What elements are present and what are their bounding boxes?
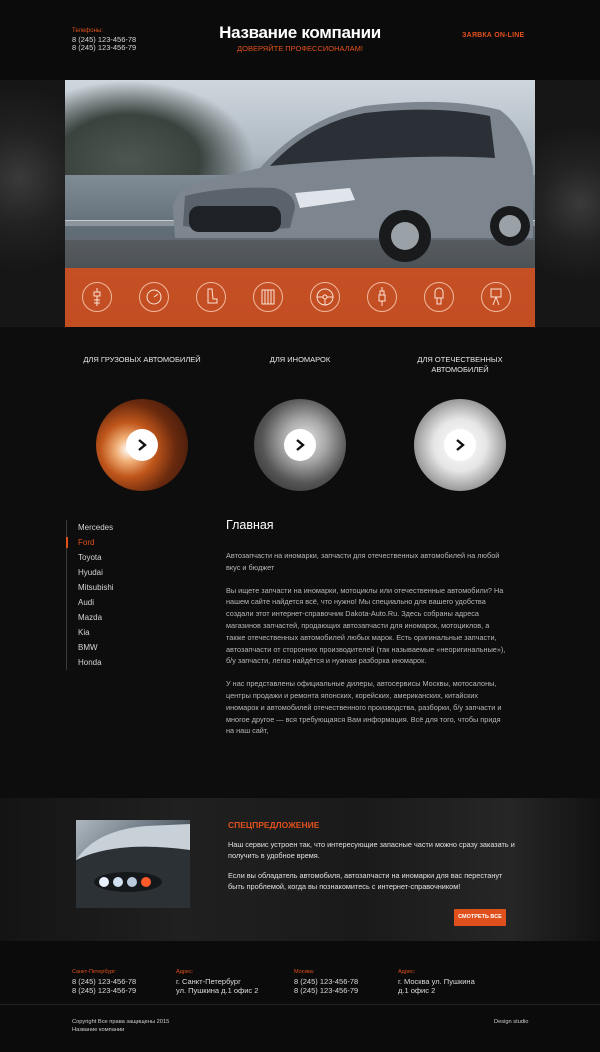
hero-side-decor-left	[0, 80, 65, 327]
footer-address-label: Адрес:	[176, 969, 194, 975]
headlight-illustration	[76, 820, 190, 908]
copyright	[72, 1019, 169, 1034]
brand-item-toyota[interactable]: Toyota	[78, 553, 102, 562]
chevron-right-icon[interactable]	[284, 429, 316, 461]
bulb-icon[interactable]	[424, 282, 454, 312]
category-title: ДЛЯ ИНОМАРОК	[269, 355, 331, 364]
brand-item-kia[interactable]: Kia	[78, 628, 90, 637]
hero-side-decor-right	[535, 80, 600, 327]
offer-text-1: Наш сервис устроен так, что интересующие запасные части можно сразу заказать и получить в удобное время.	[228, 840, 515, 860]
shock-absorber-icon[interactable]	[82, 282, 112, 312]
content-paragraph-2: Вы ищете запчасти на иномарки, мотоциклы или отечественные автомобили? На нашем сайте найдется всё, что нужно! Мы специально для вашего удобства создали этот интернет-справочник Dakota-Auto.Ru. Здесь собраны адреса магазинов запчастей, продающих автозапчасти для иномарок, мотоциклов, а также отечественных автомобилей любых марок. Есть оригинальные запчасти, автозапчасти от сторонних производителей (так называемые «неоригинальные»), б/у запчасти, легко найдётся и нужная разборка иномарок.	[226, 585, 506, 666]
footer-msk-address	[398, 968, 475, 995]
main-content	[226, 518, 506, 748]
footer-msk-label: Москва:	[294, 969, 315, 975]
site-header	[0, 0, 600, 80]
brand-item-mitsubishi[interactable]: Mitsubishi	[78, 583, 114, 592]
brand-item-mercedes[interactable]: Mercedes	[78, 523, 114, 532]
gauge-icon[interactable]	[139, 282, 169, 312]
online-request-link[interactable]: ЗАЯВКА ON-LINE	[462, 32, 525, 39]
offer-text	[228, 840, 518, 902]
content-paragraph-1: Автозапчасти на иномарки, запчасти для отечественных автомобилей на любой вкус и бюджет	[226, 551, 500, 572]
brand-item-bmw[interactable]: BMW	[78, 643, 98, 652]
footer-msk-phone-2[interactable]: 8 (245) 123-456-79	[294, 985, 359, 995]
seat-icon[interactable]	[196, 282, 226, 312]
offer-image-headlight	[76, 820, 190, 908]
footer-address-line: ул. Пушкина д.1 офис 2	[176, 985, 259, 995]
spark-plug-icon[interactable]	[367, 282, 397, 312]
footer-msk-phone-1[interactable]: 8 (245) 123-456-78	[294, 977, 359, 987]
category-image-suv	[254, 399, 346, 491]
category-foreign-cars[interactable]	[240, 355, 360, 491]
brand-item-hyundai[interactable]: Hyudai	[78, 568, 103, 577]
brand-item-mazda[interactable]: Mazda	[78, 613, 103, 622]
footer-divider	[0, 1004, 600, 1005]
footer-spb-label: Санкт-Петербург:	[72, 969, 117, 975]
brand-item-ford[interactable]: Ford	[67, 535, 114, 550]
footer-address-label: Адрес:	[398, 969, 416, 975]
category-trucks[interactable]	[82, 355, 202, 491]
phone-label: Телефоны:	[72, 28, 103, 34]
copyright-text: Copyright Все права защищены 2015	[72, 1019, 170, 1025]
special-offer-section	[0, 798, 600, 941]
footer-spb-phones	[72, 968, 136, 995]
logo[interactable]	[180, 23, 420, 53]
footer-spb-phone-1[interactable]: 8 (245) 123-456-78	[72, 977, 137, 987]
car-image	[165, 88, 535, 263]
footer-address-line: г. Санкт-Петербург	[176, 977, 241, 987]
steering-wheel-icon[interactable]	[310, 282, 340, 312]
footer-spb-phone-2[interactable]: 8 (245) 123-456-79	[72, 985, 137, 995]
chevron-right-icon[interactable]	[126, 429, 158, 461]
company-tagline: ДОВЕРЯЙТЕ ПРОФЕССИОНАЛАМ!	[237, 44, 363, 53]
category-title: ДЛЯ ОТЕЧЕСТВЕННЫХ АВТОМОБИЛЕЙ	[417, 355, 503, 374]
footer-address-line: д.1 офис 2	[398, 985, 436, 995]
chevron-right-icon[interactable]	[444, 429, 476, 461]
offer-text-2: Если вы обладатель автомобиля, автозапчасти на иномарки для вас перестанут быть проблемой, когда вы познакомитесь с интернет-справочником!	[228, 871, 503, 891]
category-image-truck	[96, 399, 188, 491]
copyright-company: Название компании	[72, 1026, 125, 1033]
radiator-icon[interactable]	[253, 282, 283, 312]
category-domestic-cars[interactable]	[400, 355, 520, 491]
page-title: Главная	[226, 518, 274, 532]
offer-title: СПЕЦПРЕДЛОЖЕНИЕ	[228, 820, 320, 830]
brand-menu	[66, 520, 114, 670]
footer-spb-address	[176, 968, 258, 995]
view-all-button[interactable]: СМОТРЕТЬ ВСЕ	[454, 909, 506, 926]
design-studio-link[interactable]: Design studio	[494, 1019, 529, 1025]
parts-icon-bar	[65, 268, 535, 327]
company-name: Название компании	[219, 23, 381, 42]
brand-item-honda[interactable]: Honda	[78, 658, 102, 667]
piston-icon[interactable]	[481, 282, 511, 312]
content-paragraph-3: У нас представлены официальные дилеры, автосервисы Москвы, мотосалоны, центры продажи и ремонта японских, корейских, американских, китайских иномарок и автомобилей отечественного производства, разборки, б/у запчасти и многое другое — вся требующаяся Вам информация. Всё для того, чтобы придя на наш сайт,	[226, 679, 502, 736]
phone-number-2[interactable]: 8 (245) 123-456-79	[72, 43, 137, 52]
site-footer	[0, 941, 600, 1052]
header-phones	[72, 27, 136, 52]
footer-msk-phones	[294, 968, 358, 995]
category-image-van	[414, 399, 506, 491]
category-title: ДЛЯ ГРУЗОВЫХ АВТОМОБИЛЕЙ	[83, 355, 201, 364]
footer-address-line: г. Москва ул. Пушкина	[398, 977, 475, 987]
brand-item-audi[interactable]: Audi	[78, 598, 95, 607]
phone-number-1[interactable]: 8 (245) 123-456-78	[72, 35, 137, 44]
